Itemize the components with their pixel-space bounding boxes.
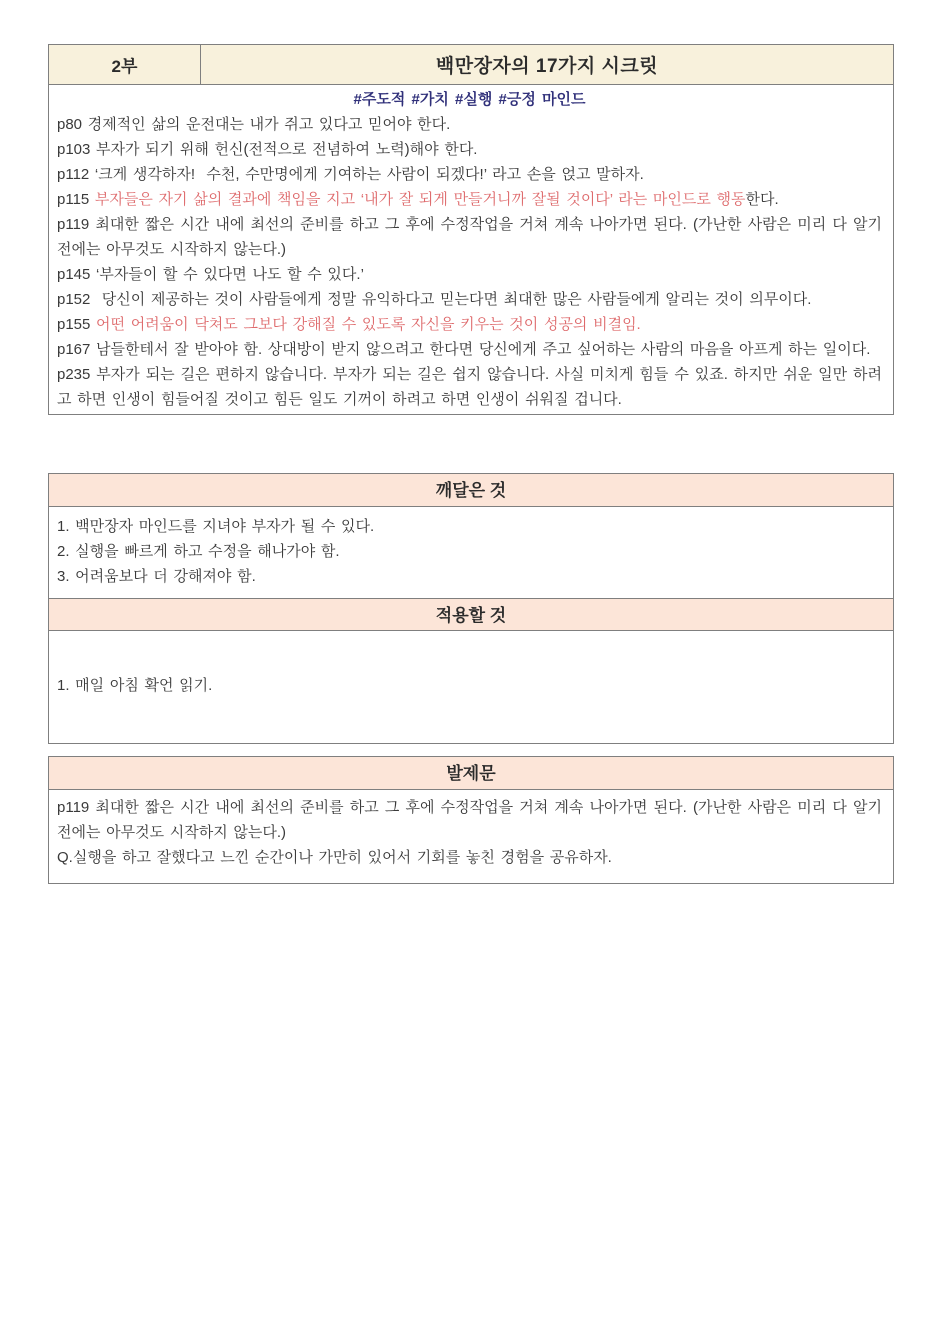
- note-text: 부자가 되기 위해 헌신(전적으로 전념하여 노력)해야 한다.: [90, 141, 478, 158]
- note-text: ‘크게 생각하자! 수천, 수만명에게 기여하는 사람이 되겠다!’ 라고 손을 얹고 말하자.: [89, 166, 644, 183]
- notes-body: [49, 85, 893, 414]
- note-text: 부자가 되는 길은 편하지 않습니다. 부자가 되는 길은 쉽지 않습니다. 사실 미치게 힘들 수 있죠. 하지만 쉬운 일만 하려고 하면 인생이 힘들어질 것이고 힘든 일도 기꺼이 하려고 하면 인생이 쉬워질 겁니다.: [57, 366, 882, 408]
- highlighted-text: 어떤 어려움이 닥쳐도 그보다 강해질 수 있도록 자신을 키우는 것이 성공의 비결임.: [90, 316, 641, 333]
- note-line-p145: [57, 262, 882, 287]
- note-line-p235: [57, 362, 882, 412]
- discussion-quote: p119 최대한 짧은 시간 내에 최선의 준비를 하고 그 후에 수정작업을 거쳐 계속 나아가면 된다. (가난한 사람은 미리 다 알기 전에는 아무것도 시작하지 않는다.): [57, 799, 882, 841]
- note-text: ‘부자들이 할 수 있다면 나도 할 수 있다.’: [90, 266, 364, 283]
- highlighted-text: 부자들은 자기 삶의 결과에 책임을 지고 ‘내가 잘 되게 만들거니까 잘될 것이다’ 라는 마인드로 행동: [89, 191, 746, 208]
- apply-section-body: [49, 631, 893, 743]
- note-line-p80: [57, 112, 882, 137]
- page-title: 백만장자의 17가지 시크릿: [435, 56, 659, 77]
- page-number: p80: [57, 116, 83, 133]
- discussion-table: [48, 756, 894, 884]
- apply-item: 1. 매일 아침 확언 읽기.: [57, 677, 213, 694]
- note-line-p103: [57, 137, 882, 162]
- realized-item: 2. 실행을 빠르게 하고 수정을 해나가야 함.: [57, 543, 340, 560]
- discussion-section-body: [49, 790, 893, 883]
- page-number: p112: [57, 166, 90, 183]
- page-number: p152: [57, 291, 91, 308]
- document-content: [48, 44, 894, 884]
- part-label: 2부: [49, 45, 201, 84]
- main-notes-table: [48, 44, 894, 415]
- table-header-row: [49, 45, 893, 85]
- discussion-question: Q.실행을 하고 잘했다고 느낀 순간이나 가만히 있어서 기회를 놓친 경험을 공유하자.: [57, 849, 612, 866]
- note-line-p152: [57, 287, 882, 312]
- page-number: p155: [57, 316, 91, 333]
- page-number: p235: [57, 366, 91, 383]
- note-text: 남들한테서 잘 받아야 함. 상대방이 받지 않으려고 한다면 당신에게 주고 싶어하는 사람의 마음을 아프게 하는 일이다.: [90, 341, 871, 358]
- page-number: p145: [57, 266, 91, 283]
- page-number: p119: [57, 216, 90, 233]
- note-text: 최대한 짧은 시간 내에 최선의 준비를 하고 그 후에 수정작업을 거쳐 계속 나아가면 된다. (가난한 사람은 미리 다 알기 전에는 아무것도 시작하지 않는다.): [57, 216, 882, 258]
- page-number: p103: [57, 141, 91, 158]
- note-line-p167: [57, 337, 882, 362]
- note-text: 당신이 제공하는 것이 사람들에게 정말 유익하다고 믿는다면 최대한 많은 사람들에게 알리는 것이 의무이다.: [90, 291, 812, 308]
- note-text: 한다.: [745, 191, 779, 208]
- note-text: 경제적인 삶의 운전대는 내가 쥐고 있다고 믿어야 한다.: [82, 116, 451, 133]
- apply-section-title: 적용할 것: [49, 598, 893, 631]
- realized-section-body: [49, 507, 893, 598]
- note-line-p155: [57, 312, 882, 337]
- page-number: p115: [57, 191, 90, 208]
- realized-section-title: 깨달은 것: [49, 474, 893, 507]
- realized-item: 1. 백만장자 마인드를 지녀야 부자가 될 수 있다.: [57, 518, 375, 535]
- realized-item: 3. 어려움보다 더 강해져야 함.: [57, 568, 256, 585]
- note-line-p112: [57, 162, 882, 187]
- discussion-section-title: 발제문: [49, 757, 893, 790]
- realized-apply-table: [48, 473, 894, 744]
- page-number: p167: [57, 341, 91, 358]
- note-line-p119: [57, 212, 882, 262]
- hashtag-line: #주도적 #가치 #실행 #긍정 마인드: [353, 91, 586, 108]
- note-line-p115: [57, 187, 882, 212]
